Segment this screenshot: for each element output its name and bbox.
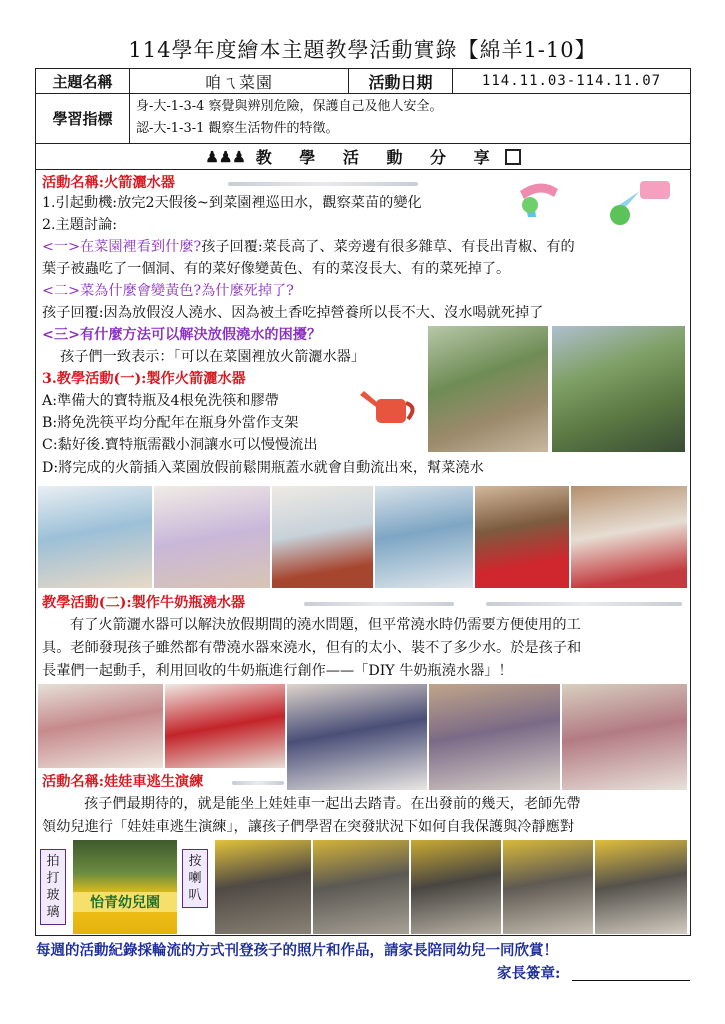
question-3: <三>有什麼方法可以解決放假澆水的困擾？ (42, 327, 322, 343)
photo-bus-drill (502, 839, 594, 935)
section3-heading: 活動名稱:娃娃車逃生演練 (42, 774, 204, 790)
goal-list (130, 94, 690, 143)
photo-bus-drill (214, 839, 312, 935)
photo-milk-bottle (286, 683, 428, 791)
decor-divider (304, 602, 454, 606)
footer-note: 每週的活動紀錄採輪流的方式刊登孩子的照片和作品，請家長陪同幼兒一同欣賞！ (36, 942, 558, 959)
label-slap-glass: 拍打玻璃 (40, 849, 66, 925)
photo-bus-drill (410, 839, 502, 935)
signature-label: 家長簽章: (497, 965, 561, 982)
photo-milk-bottle (561, 683, 688, 791)
photo-activity (153, 485, 271, 589)
label-honk-horn: 按喇叭 (182, 849, 208, 908)
watering-can-icon (358, 387, 420, 429)
section3-line: 孩子們最期待的，就是能坐上娃娃車一起出去踏青。在出發前的幾天，老師先帶 (84, 796, 581, 812)
record-sheet (35, 68, 691, 936)
question-2: <二>菜為什麼會變黃色?為什麼死掉了? (42, 283, 294, 299)
section3-line: 領幼兒進行「娃娃車逃生演練」，讓孩子們學習在突發狀況下如何自我保護與冷靜應對 (42, 819, 575, 835)
goal-item: 認-大-1-3-1 觀察生活物件的特徵。 (136, 121, 339, 136)
goal-label: 學習指標 (36, 94, 130, 143)
signature-line (572, 980, 690, 981)
theme-label: 主題名稱 (36, 69, 130, 93)
share-heading: 教 學 活 動 分 享 (255, 148, 501, 167)
people-icon: ♟♟♟ (205, 147, 246, 166)
info-row (36, 69, 690, 94)
theme-value: 咱ㄟ菜園 (130, 69, 349, 93)
photo-bus-drill (594, 839, 688, 935)
bus-sign: 怡青幼兒園 (73, 892, 177, 912)
step-item: B:將免洗筷平均分配年在瓶身外當作支架 (42, 415, 299, 431)
decor-divider (232, 781, 284, 785)
answer-3: 孩子們一致表示：「可以在菜園裡放火箭灑水器」 (60, 349, 366, 365)
step-item: D:將完成的火箭插入菜園放假前鬆開瓶蓋水就會自動流出來，幫菜澆水 (42, 460, 484, 476)
date-value: 114.11.03-114.11.07 (481, 73, 662, 89)
date-label: 活動日期 (349, 69, 453, 93)
section1-heading: 活動名稱:火箭灑水器 (42, 175, 175, 191)
step-item: A:準備大的寶特瓶及4根免洗筷和膠帶 (42, 393, 279, 409)
decor-divider (486, 602, 682, 606)
answer-2: 孩子回覆:因為放假沒人澆水、因為被土香吃掉營養所以長不大、沒水喝就死掉了 (42, 305, 544, 321)
page-title: 114學年度繪本主題教學活動實錄【綿羊1-10】 (128, 38, 597, 62)
photo-garden-children (427, 325, 549, 453)
answer-1b: 葉子被蟲吃了一個洞、有的菜好像變黃色、有的菜沒長大、有的菜死掉了。 (42, 261, 511, 277)
share-row (36, 144, 690, 170)
photo-milk-bottle (164, 683, 286, 769)
answer-1a: 孩子回覆:菜長高了、菜旁邊有很多雜草、有長出青椒、有的 (201, 239, 575, 255)
goal-item: 身-大-1-3-4 察覺與辨別危險，保護自己及他人安全。 (136, 99, 443, 114)
photo-milk-bottle (428, 683, 561, 791)
photo-activity (374, 485, 474, 589)
photo-activity (271, 485, 374, 589)
question-1: <一>在菜園裡看到什麼? (42, 239, 202, 255)
section2-line: 長輩們一起動手，利用回收的牛奶瓶進行創作——「DIY 牛奶瓶澆水器」！ (42, 663, 513, 679)
photo-bus (72, 839, 178, 935)
watering-can-icon (514, 177, 566, 223)
photo-activity (474, 485, 570, 589)
section2-heading: 教學活動(二):製作牛奶瓶澆水器 (42, 595, 246, 611)
section1-line: 2.主題討論: (42, 217, 118, 233)
photo-bus-drill (312, 839, 410, 935)
decor-divider (228, 182, 418, 186)
goal-row (36, 94, 690, 144)
photo-milk-bottle (37, 683, 164, 769)
section1-line: 1.引起動機:放完2天假後~到菜園裡巡田水，觀察菜苗的變化 (42, 195, 422, 211)
step-item: C:黏好後.寶特瓶需戳小洞讓水可以慢慢流出 (42, 437, 318, 453)
section2-line: 具。老師發現孩子雖然都有帶澆水器來澆水，但有的太小、裝不了多少水。於是孩子和 (42, 640, 582, 656)
section2-line: 有了火箭灑水器可以解決放假期間的澆水問題，但平常澆水時仍需要方便使用的工 (70, 617, 581, 633)
photo-garden-adults (551, 325, 686, 453)
photo-activity (37, 485, 153, 589)
activity1-heading: 3.教學活動(一):製作火箭灑水器 (42, 371, 246, 387)
frame-icon (505, 149, 521, 165)
watering-can-icon (596, 177, 676, 227)
photo-activity (570, 485, 688, 589)
